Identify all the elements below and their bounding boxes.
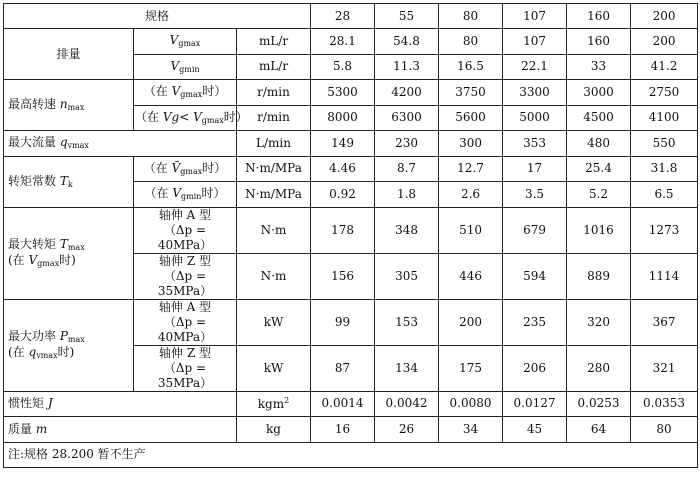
torque-const-label: 转矩常数 $T_k$ — [4, 156, 134, 207]
condition-cell: （在 $V_{gmax}$时） — [134, 80, 237, 106]
value-cell: 175 — [439, 345, 503, 391]
unit-cell: mL/r — [237, 54, 311, 80]
value-cell: 230 — [375, 131, 439, 157]
max-flow-row — [4, 131, 698, 157]
unit-cell: kgm$^2$ — [237, 391, 311, 417]
value-cell: 594 — [503, 253, 567, 299]
shaft-condition-cell: 轴伸 A 型 （Δp = 40MPa） — [134, 299, 237, 345]
value-cell: 2750 — [631, 80, 698, 106]
size-cell: 28 — [311, 4, 375, 29]
unit-cell: N·m/MPa — [237, 182, 311, 208]
header-label: 规格 — [4, 4, 311, 29]
value-cell: 446 — [439, 253, 503, 299]
value-cell: 5600 — [439, 105, 503, 131]
mass-label: 质量 m — [4, 417, 237, 443]
value-cell: 5000 — [503, 105, 567, 131]
param-cell: $V_{gmax}$ — [134, 29, 237, 55]
value-cell: 4200 — [375, 80, 439, 106]
value-cell: 200 — [439, 299, 503, 345]
value-cell: 305 — [375, 253, 439, 299]
size-cell: 160 — [567, 4, 631, 29]
value-cell: 1273 — [631, 207, 698, 253]
max-speed-label: 最高转速 $n_{max}$ — [4, 80, 134, 131]
unit-cell: kW — [237, 299, 311, 345]
condition-cell: （在 $V̄_{gmax}$时） — [134, 156, 237, 182]
displacement-row — [4, 29, 698, 55]
value-cell: 54.8 — [375, 29, 439, 55]
value-cell: 3300 — [503, 80, 567, 106]
value-cell: 8.7 — [375, 156, 439, 182]
value-cell: 4100 — [631, 105, 698, 131]
value-cell: 5.2 — [567, 182, 631, 208]
value-cell: 321 — [631, 345, 698, 391]
displacement-label: 排量 — [4, 29, 134, 80]
value-cell: 367 — [631, 299, 698, 345]
value-cell: 178 — [311, 207, 375, 253]
value-cell: 134 — [375, 345, 439, 391]
max-power-row — [4, 299, 698, 345]
condition-cell: （在 $Vg< V_{gmax}$时） — [134, 105, 237, 131]
value-cell: 0.0353 — [631, 391, 698, 417]
value-cell: 206 — [503, 345, 567, 391]
footnote: 注:规格 28.200 暂不生产 — [4, 442, 698, 467]
condition-cell: （在 $V_{gmin}$时） — [134, 182, 237, 208]
value-cell: 3750 — [439, 80, 503, 106]
value-cell: 34 — [439, 417, 503, 443]
value-cell: 22.1 — [503, 54, 567, 80]
value-cell: 348 — [375, 207, 439, 253]
value-cell: 6300 — [375, 105, 439, 131]
value-cell: 26 — [375, 417, 439, 443]
torque-const-row — [4, 156, 698, 182]
value-cell: 11.3 — [375, 54, 439, 80]
unit-cell: kg — [237, 417, 311, 443]
param-cell: $V_{gmin}$ — [134, 54, 237, 80]
unit-cell: kW — [237, 345, 311, 391]
unit-cell: r/min — [237, 80, 311, 106]
value-cell: 510 — [439, 207, 503, 253]
value-cell: 0.0080 — [439, 391, 503, 417]
value-cell: 320 — [567, 299, 631, 345]
value-cell: 80 — [631, 417, 698, 443]
value-cell: 160 — [567, 29, 631, 55]
shaft-condition-cell: 轴伸 A 型 （Δp = 40MPa） — [134, 207, 237, 253]
value-cell: 16 — [311, 417, 375, 443]
value-cell: 153 — [375, 299, 439, 345]
value-cell: 33 — [567, 54, 631, 80]
value-cell: 2.6 — [439, 182, 503, 208]
note-row — [4, 442, 698, 467]
size-cell: 200 — [631, 4, 698, 29]
value-cell: 1114 — [631, 253, 698, 299]
value-cell: 0.92 — [311, 182, 375, 208]
value-cell: 235 — [503, 299, 567, 345]
size-cell: 55 — [375, 4, 439, 29]
value-cell: 1016 — [567, 207, 631, 253]
value-cell: 8000 — [311, 105, 375, 131]
max-torque-label: 最大转矩 $T_{max}$ (在 $V_{gmax}$时) — [4, 207, 134, 299]
inertia-label: 惯性矩 J — [4, 391, 237, 417]
value-cell: 1.8 — [375, 182, 439, 208]
value-cell: 45 — [503, 417, 567, 443]
value-cell: 99 — [311, 299, 375, 345]
unit-cell: r/min — [237, 105, 311, 131]
value-cell: 17 — [503, 156, 567, 182]
value-cell: 4500 — [567, 105, 631, 131]
value-cell: 0.0042 — [375, 391, 439, 417]
value-cell: 6.5 — [631, 182, 698, 208]
max-speed-row — [4, 80, 698, 106]
value-cell: 4.46 — [311, 156, 375, 182]
value-cell: 149 — [311, 131, 375, 157]
value-cell: 0.0014 — [311, 391, 375, 417]
value-cell: 0.0127 — [503, 391, 567, 417]
value-cell: 80 — [439, 29, 503, 55]
value-cell: 5300 — [311, 80, 375, 106]
value-cell: 280 — [567, 345, 631, 391]
shaft-condition-cell: 轴伸 Z 型 （Δp = 35MPa） — [134, 345, 237, 391]
value-cell: 12.7 — [439, 156, 503, 182]
inertia-row — [4, 391, 698, 417]
size-cell: 107 — [503, 4, 567, 29]
value-cell: 480 — [567, 131, 631, 157]
value-cell: 64 — [567, 417, 631, 443]
value-cell: 0.0253 — [567, 391, 631, 417]
mass-row — [4, 417, 698, 443]
unit-cell: L/min — [237, 131, 311, 157]
header-row — [4, 4, 698, 29]
value-cell: 3.5 — [503, 182, 567, 208]
unit-cell: N·m — [237, 207, 311, 253]
max-flow-label: 最大流量 $q_{vmax}$ — [4, 131, 237, 157]
max-torque-row — [4, 207, 698, 253]
value-cell: 28.1 — [311, 29, 375, 55]
value-cell: 679 — [503, 207, 567, 253]
value-cell: 107 — [503, 29, 567, 55]
unit-cell: N·m/MPa — [237, 156, 311, 182]
value-cell: 156 — [311, 253, 375, 299]
value-cell: 16.5 — [439, 54, 503, 80]
max-power-label: 最大功率 $P_{max}$ (在 $q_{vmax}$时) — [4, 299, 134, 391]
shaft-condition-cell: 轴伸 Z 型 （Δp = 35MPa） — [134, 253, 237, 299]
value-cell: 31.8 — [631, 156, 698, 182]
size-cell: 80 — [439, 4, 503, 29]
value-cell: 25.4 — [567, 156, 631, 182]
value-cell: 200 — [631, 29, 698, 55]
value-cell: 300 — [439, 131, 503, 157]
spec-table — [3, 3, 698, 468]
value-cell: 3000 — [567, 80, 631, 106]
value-cell: 87 — [311, 345, 375, 391]
unit-cell: mL/r — [237, 29, 311, 55]
unit-cell: N·m — [237, 253, 311, 299]
value-cell: 889 — [567, 253, 631, 299]
value-cell: 41.2 — [631, 54, 698, 80]
value-cell: 5.8 — [311, 54, 375, 80]
value-cell: 550 — [631, 131, 698, 157]
value-cell: 353 — [503, 131, 567, 157]
